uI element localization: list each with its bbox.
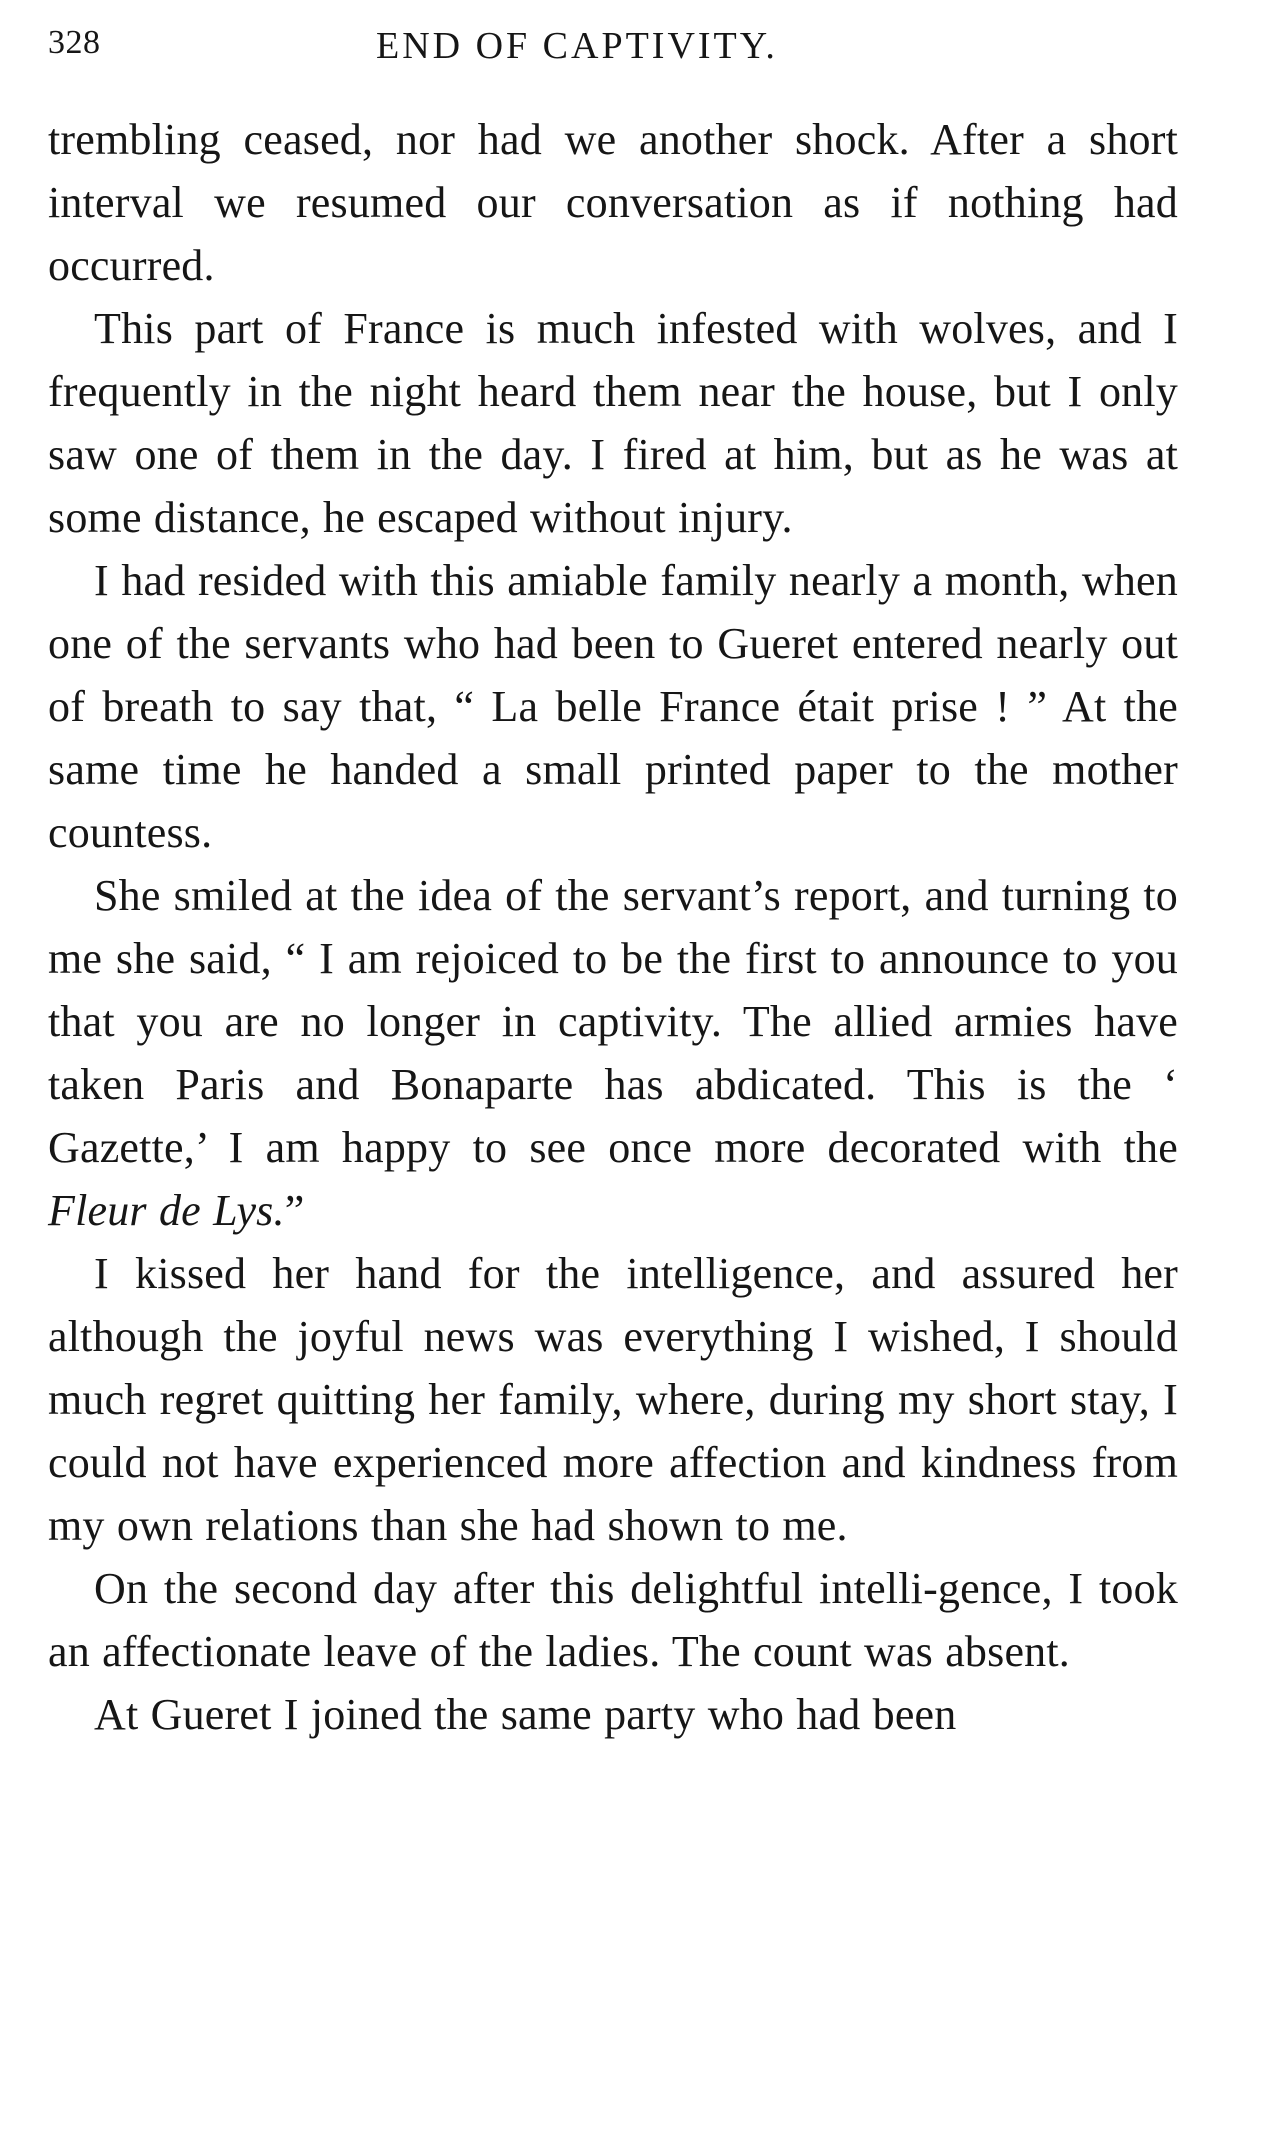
paragraph: On the second day after this delightful intelli-gence, I took an affectionate leave of the ladies. The count was absent.: [48, 1564, 1178, 1676]
italic-phrase: Fleur de Lys.: [48, 1186, 285, 1235]
paragraph-text: She smiled at the idea of the servant’s report, and turning to me she said, “ I am rejoiced to be the first to announce to you that you are no longer in captivity. The allied armies have taken Paris and Bonaparte has abdicated. This is the ‘ Gazette,’ I am happy to see once more decorated with the: [48, 871, 1178, 1172]
running-head: [48, 14, 1158, 74]
paragraph: This part of France is much infested with wolves, and I frequently in the night heard them near the house, but I only saw one of them in the day. I fired at him, but as he was at some distance, he escaped without injury.: [48, 304, 1178, 542]
chapter-title: END OF CAPTIVITY.: [376, 25, 778, 67]
paragraph: I had resided with this amiable family nearly a month, when one of the servants who had been to Gueret entered nearly out of breath to say that, “ La belle France était prise ! ” At the same time he handed a small printed paper to the mother countess.: [48, 556, 1178, 857]
paragraph: I kissed her hand for the intelligence, and assured her although the joyful news was everything I wished, I should much regret quitting her family, where, during my short stay, I could not have experienced more affection and kindness from my own relations than she had shown to me.: [48, 1249, 1178, 1550]
closing-quote: ”: [284, 1186, 305, 1235]
page-number: 328: [48, 24, 101, 61]
body-text: [48, 108, 1178, 1746]
paragraph: At Gueret I joined the same party who had been: [94, 1690, 957, 1739]
paragraph: trembling ceased, nor had we another shock. After a short interval we resumed our conversation as if nothing had occurred.: [48, 115, 1178, 290]
paragraph: [48, 864, 1178, 1242]
